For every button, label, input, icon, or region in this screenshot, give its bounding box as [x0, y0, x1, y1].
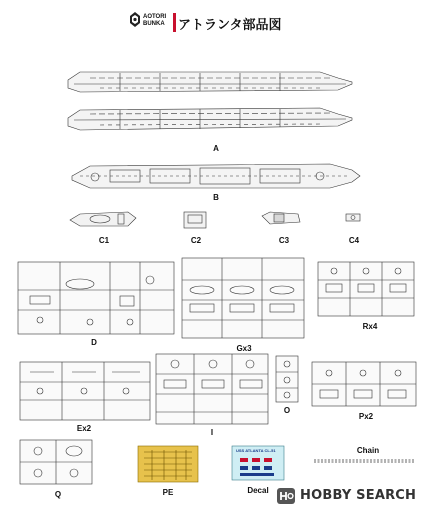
label-sprue-i: I — [210, 428, 214, 437]
label-part-c2: C2 — [190, 236, 202, 245]
label-sprue-d: D — [91, 338, 97, 347]
label-sprue-gx3: Gx3 — [236, 344, 252, 353]
label-chain: Chain — [356, 446, 380, 455]
label-sprue-px2: Px2 — [358, 412, 374, 421]
brand-line1: AOTORI — [143, 14, 167, 20]
pe-sheet — [138, 446, 198, 482]
sprue-rx4 — [318, 262, 414, 316]
label-sprue-ex2: Ex2 — [76, 424, 92, 433]
label-part-b: B — [213, 193, 219, 202]
sprue-px2 — [312, 362, 416, 406]
label-part-a: A — [213, 144, 219, 153]
label-sprue-rx4: Rx4 — [362, 322, 378, 331]
decal-sheet-heading: USS ATLANTA CL-51 — [236, 448, 276, 453]
part-c4 — [346, 214, 360, 221]
brand-line2: BUNKA — [143, 21, 165, 27]
sprue-i — [156, 354, 268, 424]
sprue-gx3 — [182, 258, 304, 338]
watermark — [276, 486, 432, 508]
part-c3 — [262, 212, 300, 224]
watermark-text: HOBBY SEARCH — [300, 488, 417, 503]
part-a-hull-upper — [68, 72, 352, 92]
page-title: アトランタ部品図 — [178, 18, 282, 33]
label-sprue-q: Q — [54, 490, 62, 499]
part-a-hull-lower — [68, 108, 352, 130]
sprue-o — [276, 356, 298, 402]
label-part-c4: C4 — [348, 236, 360, 245]
part-c2 — [184, 212, 206, 228]
label-decal: Decal — [247, 486, 269, 495]
label-part-c1: C1 — [98, 236, 110, 245]
label-sprue-o: O — [283, 406, 291, 415]
label-pe: PE — [162, 488, 174, 497]
label-part-c3: C3 — [278, 236, 290, 245]
sprue-q — [20, 440, 92, 484]
chain-part — [314, 460, 414, 462]
part-c1 — [70, 212, 136, 226]
part-b-deck — [72, 164, 360, 188]
hobbysearch-logo-icon — [276, 486, 298, 506]
sprue-ex2 — [20, 362, 150, 420]
sprue-d — [18, 262, 174, 334]
